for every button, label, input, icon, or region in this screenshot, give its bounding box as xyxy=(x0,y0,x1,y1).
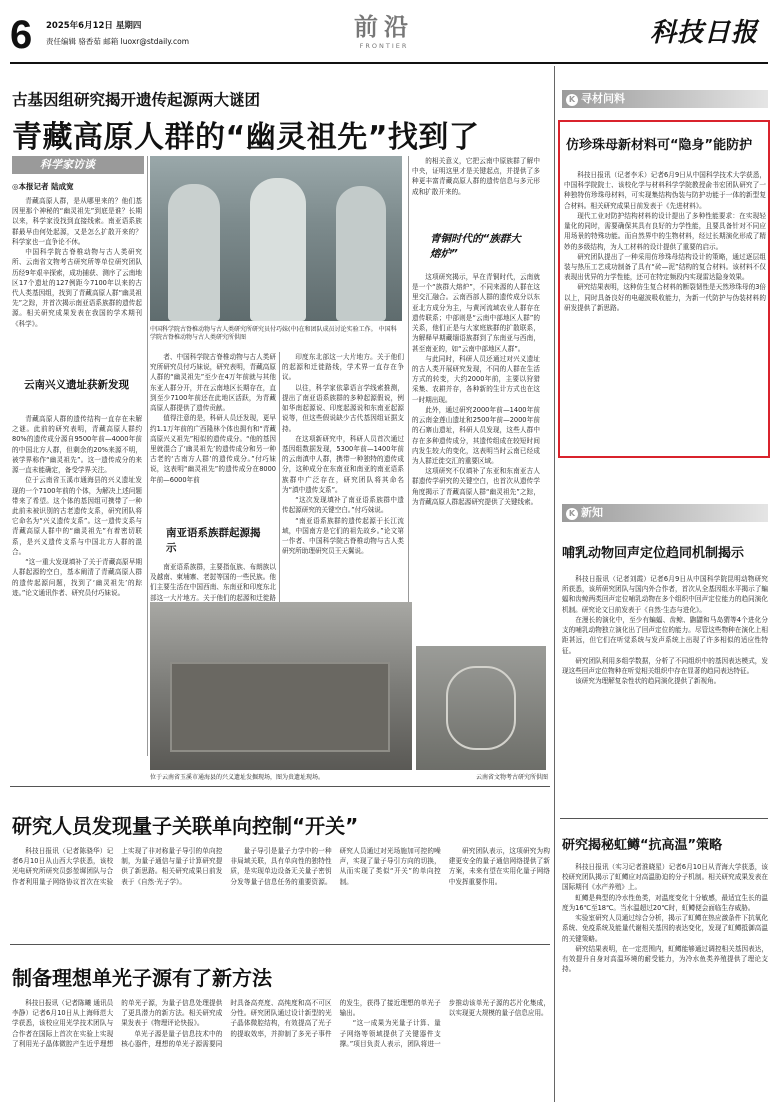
editor-line: 责任编辑 骆香茹 邮箱 luoxr@stdaily.com xyxy=(46,37,190,46)
byline: ◎本报记者 陆成宽 xyxy=(12,182,74,191)
lead-body-col2-bottom: 南亚语系族群，主要指佤族、布朗族以及越南、柬埔寨、老挝等国的一些民族。他们主要生活在中国西南、东南亚和印度东北部这一大片地方。关于他们的起源和迁徙路 xyxy=(150,563,276,602)
mid-bottom-rule xyxy=(10,944,550,945)
tag-label-newknow: 新知 xyxy=(581,506,603,519)
lead-body-col1-top: 青藏高原人群，是从哪里来的？他们基因里那个神秘的“幽灵祖先”到底是谁？长期以来，科学家没找到直接线索。南亚语系族群最早由何处起源，又是怎么扩散开来的？科学家也一直争论不休。 中国科学院古脊椎动物与古人类研究所、云南省文物考古研究所等单位研究团队历经9年艰辛探索，成功捕获、测序了云南地区17个遗址的127例距今7100年以来的古代人类基因组，找到了青藏高原人群“幽灵祖先”之踪，并首次揭示南亚语系族群的遗传起源。相关研究成果发表在我国的学术期刊《科学》。 xyxy=(12,197,142,328)
lab-photo xyxy=(150,156,402,321)
headline-pearl-material: 仿珍珠母新材料可“隐身”能防护 xyxy=(566,138,753,153)
section-subtitle: FRONTIER xyxy=(359,42,409,50)
headline-single-photon: 制备理想单光子源有了新方法 xyxy=(12,966,272,990)
lead-body-col4: 这项研究揭示，早在青铜时代，云南就是一个“族群大熔炉”，不同来源的人群在这里交汇融合。云南西部人群的遗传成分以东亚北方成分为主，与黄河流域农业人群存在遗传联系；中部则是“云南中部地区人群”的关系，他们正是与大家庭族群的扩散联系，为解释早期藏缅语族群到了东南亚与西南，甚至南亚的，如“云南中部地区人群”。 与此同时，科研人员还通过对兴义遗址的古人类开展研究发现，不同的人群在生活方式的转变，大约2000年前，主要以狩猎采集、农耕并存，各种新的生计方式也在这一时期出现。 此外，通过研究2000年前—1400年前的云南金莲山遗址和2500年前—2000年前的石寨山遗址，科研人员发现，这些人群中存在多种遗传成分，其遗传组成在较短时间内发生较大的变化，这表明当时云南已经成为人群迁徙交汇的重要区域。 这项研究不仅填补了东亚和东南亚古人群遗传学研究的关键空白，也首次从遗传学角度揭示了青藏高原人群“幽灵祖先”之踪，为青藏高原人群起源研究提供了关键线索。 xyxy=(412,273,540,506)
headline-quantum-switch: 研究人员发现量子关联单向控制“开关” xyxy=(12,814,359,838)
site-photo-left xyxy=(150,602,412,770)
quantum-body: 科技日报讯（记者陈骁华）记者6月10日从山西大学获悉，该校光电研究所研究员彭堃墀团队与合作者利用量子网络协议首次在实验上实现了非对称量子导引的单向控制，为量子通信与量子计算研究提供了新思路。相关研究成果日前发表于《自然·光子学》。 量子导引是量子力学中的一种非局域关联，具有单向性的独特性质，是实现单边设备无关量子密钥分发等量子信息任务的重要资源。研究人员通过对光场施加可控的噪声，实现了量子导引方向的切换，从而实现了类似“开关”的单向控制。 研究团队表示，这项研究为构建更安全的量子通信网络提供了新方案，未来有望在实用化量子网络中发挥重要作用。 xyxy=(12,847,550,886)
tag-banner-materials xyxy=(562,90,768,108)
subhead-south-asian: 南亚语系族群起源揭示 xyxy=(166,527,261,554)
column-tag-banner xyxy=(12,156,144,174)
sidebar-rule xyxy=(560,818,768,819)
column-tag-label: 科学家访谈 xyxy=(40,158,95,171)
skeleton-outline xyxy=(446,666,516,750)
site-pit xyxy=(170,662,390,752)
trout-body: 科技日报讯（实习记者淮晓星）记者6月10日从青海大学获悉，该校研究团队揭示了虹鳟应对高温胁迫的分子机制。相关研究成果发表在国际期刊《水产养殖》上。 虹鳟是典型的冷水性鱼类，对温度变化十分敏感，最适宜生长的温度为16℃至18℃。当水温超过20℃时，虹鳟便会面临生存威胁。 实验室研究人员通过综合分析，揭示了虹鳟在热应激条件下抗氧化系统、免疫系统及能量代谢相关基因的表达变化，发现了虹鳟抵御高温的关键策略。 研究结果表明，在一定范围内，虹鳟能够通过调控相关基因表达，有效提升自身对高温环境的耐受能力，为冷水鱼类养殖提供了理论支持。 xyxy=(562,863,768,974)
lead-body-col2: 者、中国科学院古脊椎动物与古人类研究所研究员付巧妹说，研究表明，青藏高原人群的“幽灵祖先”至少在4万年前就与其他东亚人群分开，并在云南地区长期存在，直到至少7100年前还在此地区活跃，为青藏高原人群提供了遗传贡献。 值得注意的是，科研人员还发现，更早约1.1万年前的广西隆林个体也拥有和“青藏高原兴义祖先”相似的遗传成分。“他的基因里就混合了‘幽灵祖先’的遗传成分和另一种古老的‘古南方人群’的遗传成分。”付巧妹说，这表明“幽灵祖先”的遗传成分在8000年前—6000年前 xyxy=(150,353,276,484)
page-number: 6 xyxy=(10,13,33,57)
subhead-bronze: 青铜时代的“族群大熔炉” xyxy=(430,233,521,260)
section-title: 前沿 xyxy=(354,13,414,41)
lead-bottom-rule xyxy=(10,786,550,787)
header-rule xyxy=(10,62,768,64)
lab-photo-caption: 中国科学院古脊椎动物与古人类研究所研究员付巧妹(中)在和团队成员讨论实验工作。 中国科学院古脊椎动物与古人类研究所供图 xyxy=(150,326,397,341)
tag-banner-newknow xyxy=(562,504,768,522)
lead-kicker: 古基因组研究揭开遗传起源两大谜团 xyxy=(12,91,261,109)
section-banner xyxy=(336,12,432,62)
subhead-yunnan: 云南兴义遗址获新发现 xyxy=(24,379,129,391)
lead-body-col1-bottom: 青藏高原人群的遗传结构一直存在未解之谜。此前的研究表明，青藏高原人群约80%的遗传成分源自9500年前—4000年前的中国北方人群，但剩余的20%来源不明，被学界称作“幽灵祖先”。这一遗传成分的来源一直未能确定，备受学界关注。 位于云南省玉溪市通海县的兴义遗址发现的一个7100年前的个体，为解决上述问题带来了希望。这个体的基因组可携带了一种此前未被识别的古老遗传支系，研究团队将它命名为“兴义遗传支系”。这一遗传支系与青藏高原人群中的“幽灵祖先”有着密切联系，是兴义遗传支系与中国北方人群的混合。 “这一重大发现填补了关于青藏高原早期人群起源的空白，基本阐清了青藏高原人群的遗传起源问题，找到了‘幽灵祖先’的踪迹。”论文通讯作者、研究员付巧妹说。 xyxy=(12,415,142,597)
date-line: 2025年6月12日 星期四 xyxy=(46,21,142,31)
site-caption-right: 云南省文物考古研究所供图 xyxy=(475,774,548,781)
pearl-body: 科技日报讯（记者李禾）记者6月9日从中国科学技术大学获悉，中国科学院院士、该校化学与材料科学学院教授俞书宏团队研究了一种独特仿珍珠母材料，可实现集结构伪装与防护功能于一体的新型复合材料。相关研究成果日前发表于《先进材料》。 现代工业对防护结构材料的设计提出了多种性能要求：在实现轻量化的同时，需要确保其具有良好的力学性能，且要具备针对不同应用场景的特殊功能。而自然界中的生物材料，经过长期演化形成了精妙的多级结构，为人工材料的设计提供了重要的启示。 研究团队提出了一种采用仿珍珠母结构设计的策略，通过逐层组装与热压工艺成功制备了具有“砖—泥”结构的复合材料。该材料不仅表现出优异的力学性能，还可在特定频段内实现雷达隐身效果。 研究结果表明，这种仿生复合材料的断裂韧性是天然珍珠母的3倍以上，同时具备良好的电磁波吸收能力，为新一代防护与伪装材料的研发提供了新思路。 xyxy=(564,171,766,312)
site-caption-left: 位于云南省玉溪市通海县的兴义遗址发掘现场，图为贵遗址现场。 xyxy=(150,774,325,781)
k-badge-icon: K xyxy=(566,94,578,106)
headline-trout: 研究揭秘虹鳟“抗高温”策略 xyxy=(562,838,723,853)
masthead-logo: 科技日报 xyxy=(650,18,759,48)
photo-figure-right xyxy=(336,186,386,321)
column-divider-1 xyxy=(147,156,148,756)
photo-figure-left xyxy=(168,184,220,321)
column-divider-right xyxy=(554,66,555,1102)
photon-body: 科技日报讯（记者陈曦 通讯员李静）记者6月10日从上海师范大学获悉，该校应用光学技术团队与合作者在国际上首次在实验上实现了利用光子晶体微腔产生近乎理想的单光子源，为量子信息处理提供了更具潜力的新方法。相关研究成果发表于《物理评论快报》。 单光子源是量子信息技术中的核心器件，理想的单光子源需要同时具备高亮度、高纯度和高不可区分性。研究团队通过设计新型的光子晶体微腔结构，有效提高了光子的提取效率，并抑制了多光子事件的发生，获得了接近理想的单光子输出。 “这一成果为光量子计算、量子网络等领域提供了关键器件支撑。”项目负责人表示，团队将进一步推动该单光子源的芯片化集成，以实现更大规模的量子信息应用。 xyxy=(12,999,550,1048)
lead-body-col3: 印度东北部这一大片地方。关于他们的起源和迁徙路线，学术界一直存在争议。 以往，科学家依靠语言学线索推测，提出了南亚语系族群的多种起源假说，例如华南起源说、印度起源说和东南亚起源说等，但这些假说缺少古代基因组证据支持。 在这项新研究中，科研人员首次通过基因组数据发现，5300年前—1400年前的云南滇中人群，携带一种独特的遗传成分，这种成分在东南亚和南亚的南亚语系族群中广泛存在，研究团队将其命名为“滇中遗传支系”。 “这次发现填补了南亚语系族群中遗传起源研究的关键空白。”付巧妹说。 “南亚语系族群的遗传起源于长江流域，中国南方是它们的祖先故乡。”论文第一作者、中国科学院古脊椎动物与古人类研究所助理研究员王天翼说。 xyxy=(282,353,404,556)
photo-figure-center xyxy=(250,178,306,321)
site-photo-right xyxy=(416,646,546,770)
headline-echolocation: 哺乳动物回声定位趋同机制揭示 xyxy=(562,546,745,561)
lead-headline: 青藏高原人群的“幽灵祖先”找到了 xyxy=(12,120,480,155)
lead-body-col4-top: 的相关意义，它把云南中原族群了解中中央，证明这里才是关键起点，并提供了多种更丰富青藏高原人群的遗传信息与多元形成和扩散开来的。 xyxy=(412,157,540,196)
echolocation-body: 科技日报讯（记者刘霞）记者6月9日从中国科学院昆明动物研究所获悉，该所研究团队与国内外合作者，首次从全基因组水平揭示了蝙蝠和齿鲸两类回声定位哺乳动物在多个组织中回声定位能力的趋同演化机制。研究论文日前发表于《自然·生态与进化》。 在漫长的演化中，至少有蝙蝠、齿鲸、鼩鼱和马岛猬等4个进化分支的哺乳动物独立演化出了回声定位的能力。尽管这些物种在演化上相距甚远，但它们在听觉系统与发声系统上出现了许多相似的适应性特征。 研究团队利用多组学数据，分析了不同组织中的基因表达模式，发现这些回声定位物种在听觉相关组织中存在显著的趋同表达特征。 该研究为理解复杂性状的趋同演化提供了新视角。 xyxy=(562,575,768,686)
k-badge-icon-2: K xyxy=(566,508,578,520)
tag-label-materials: 寻材问料 xyxy=(581,92,625,105)
